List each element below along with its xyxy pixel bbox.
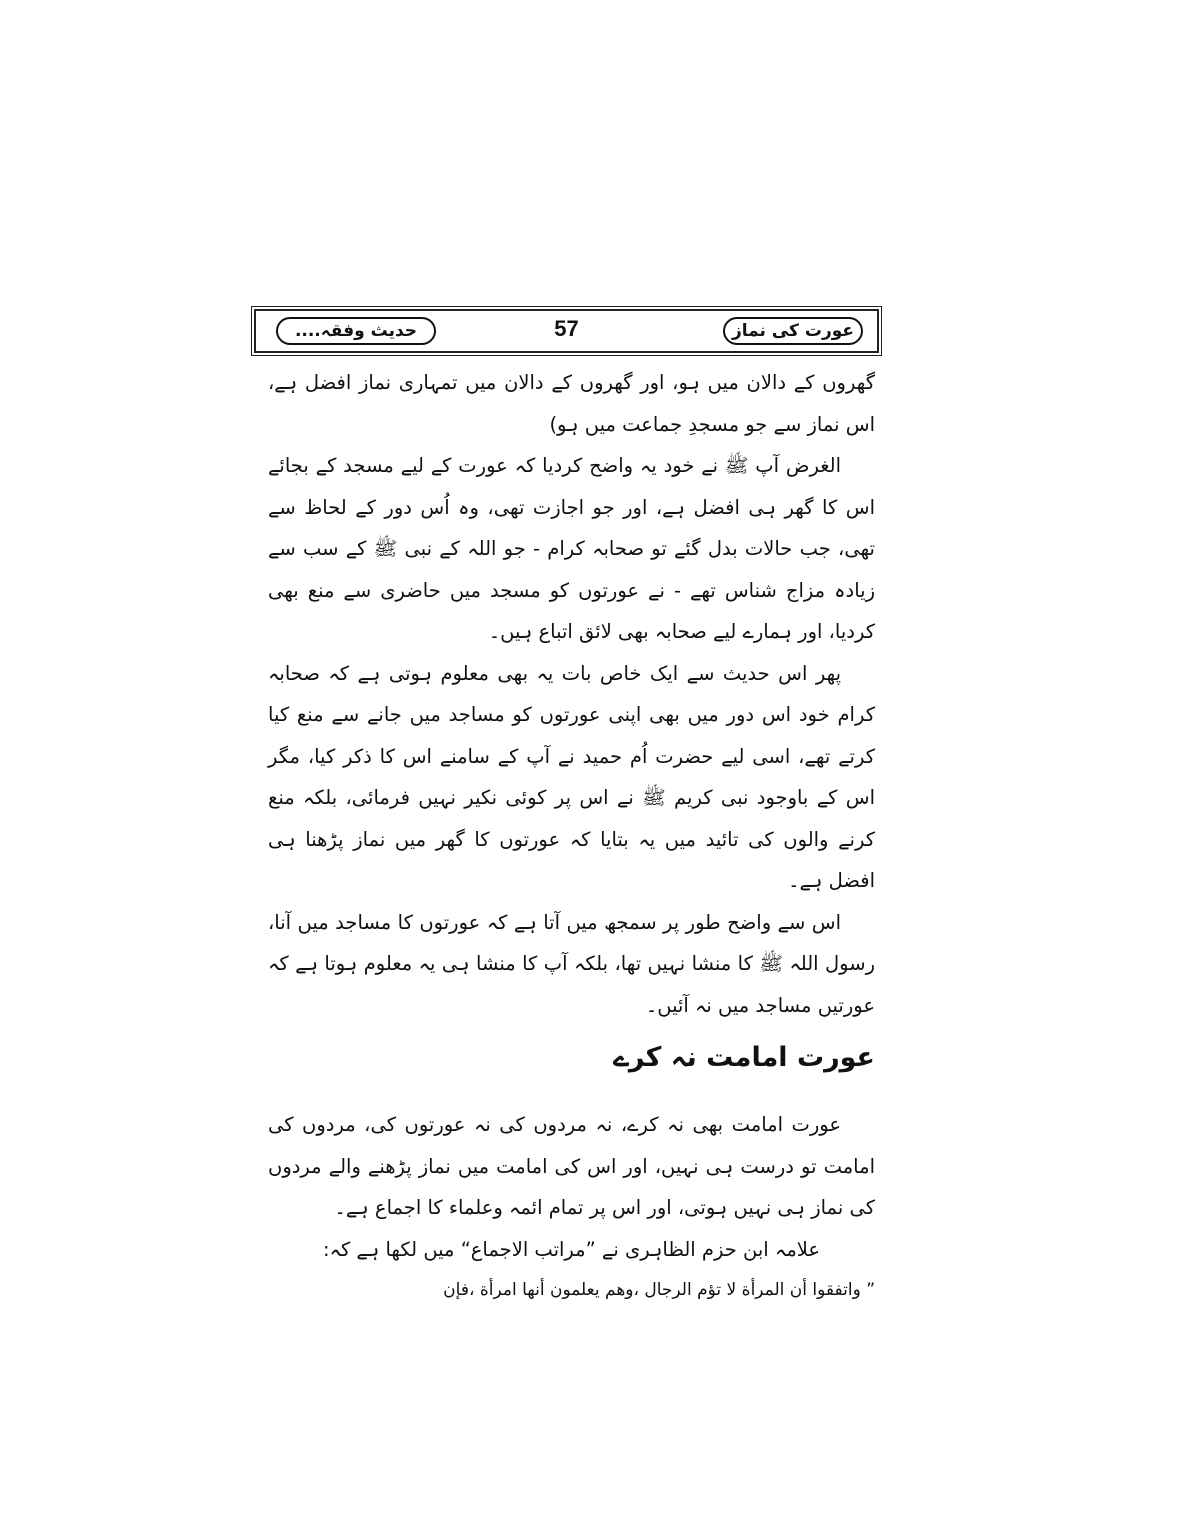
book-title-badge: عورت کی نماز [723,317,863,345]
page-header [254,309,879,353]
paragraph: پھر اس حدیث سے ایک خاص بات یہ بھی معلوم ہوتی ہے کہ صحابہ کرام خود اس دور میں بھی اپنی عورتوں کو مساجد میں جانے سے منع کیا کرتے تھے، اسی لیے حضرت اُم حمید نے آپ کے سامنے اس کا ذکر کیا، مگر اس کے باوجود نبی کریم ﷺ نے اس پر کوئی نکیر نہیں فرمائی، بلکہ منع کرنے والوں کی تائید میں یہ بتایا کہ عورتوں کا گھر میں نماز پڑھنا ہی افضل ہے۔ [268,661,875,892]
arabic-quote: ” واتفقوا أن المرأة لا تؤم الرجال ،وهم يعلمون أنها امرأة ،فإن [443,1280,875,1300]
page-body [268,362,875,1310]
paragraph: اس سے واضح طور پر سمجھ میں آتا ہے کہ عورتوں کا مساجد میں آنا، رسول اللہ ﷺ کا منشا نہیں تھا، بلکہ آپ کا منشا ہی یہ معلوم ہوتا ہے کہ عورتیں مساجد میں نہ آئیں۔ [268,910,875,1017]
section-title-badge: حدیث وفقہ.... [276,317,436,345]
paragraph: عورت امامت بھی نہ کرے، نہ مردوں کی نہ عورتوں کی، مردوں کی امامت تو درست ہی نہیں، اور اس کی امامت میں نماز پڑھنے والے مردوں کی نماز ہی نہیں ہوتی، اور اس پر تمام ائمہ وعلماء کا اجماع ہے۔ [268,1113,875,1219]
paragraph: الغرض آپ ﷺ نے خود یہ واضح کردیا کہ عورت کے لیے مسجد کے بجائے اس کا گھر ہی افضل ہے، اور جو اجازت تھی، وہ اُس دور کے لحاظ سے تھی، جب حالات بدل گئے تو صحابہ کرام - جو اللہ کے نبی ﷺ کے سب سے زیادہ مزاج شناس تھے - نے عورتوں کو مسجد میں حاضری سے منع بھی کردیا، اور ہمارے لیے صحابہ بھی لائق اتباع ہیں۔ [268,454,875,643]
quote-intro: علامہ ابن حزم الظاہری نے ”مراتب الاجماع“ میں لکھا ہے کہ: [322,1237,821,1261]
paragraph-continued: گھروں کے دالان میں ہو، اور گھروں کے دالان میں تمہاری نماز افضل ہے، اس نماز سے جو مسجدِ جماعت میں ہو) [268,371,875,436]
section-heading: عورت امامت نہ کرے [613,1042,875,1073]
page-number: 57 [554,316,579,341]
